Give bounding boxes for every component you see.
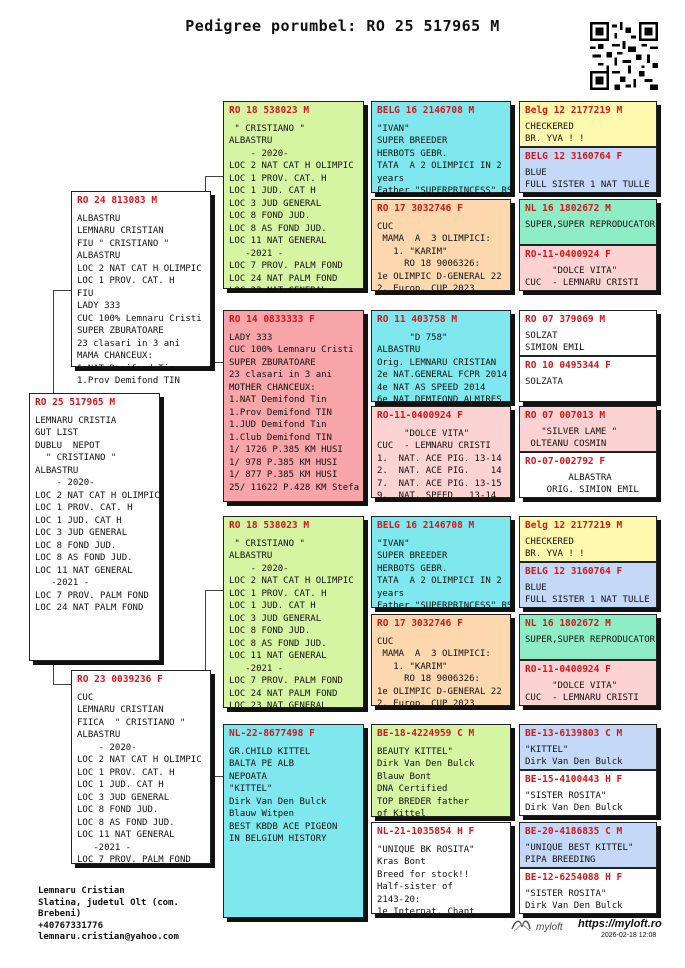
ring-number: NL 16 1802672 M [525,203,611,214]
ring-number: RO 10 0495344 F [525,360,611,371]
pigeon-card[interactable] [71,191,211,386]
pigeon-card[interactable] [223,101,364,296]
ring-number: BELG 12 3160764 F [525,566,623,577]
pigeon-description: SOLZAT SIMION EMIL [525,330,585,353]
pigeon-description: "DOLCE VITA" CUC - LEMNARU CRISTI 1. NAT. ACE PIG. 13-14 2. NAT. ACE PIG. 14 7. NAT. ACE PIG. 13-15 9. NAT. SPEED 13-14 [377,428,502,501]
pigeon-description: BLUE FULL SISTER 1 NAT TULLE [525,582,650,605]
pigeon-card[interactable] [371,101,513,196]
ring-number: RO 07 007013 M [525,410,606,421]
pigeon-card[interactable] [371,406,511,501]
ring-number: BELG 16 2146708 M [377,105,475,116]
pigeon-description: "DOLCE VITA" CUC - LEMNARU CRISTI [525,265,639,288]
ring-number: RO-11-0400924 F [525,664,611,675]
ring-number: BELG 12 3160764 F [525,151,623,162]
pigeon-card[interactable] [519,724,657,770]
ring-number: RO 23 0039236 F [77,674,163,685]
ring-number: BE-18-4224959 C M [377,728,475,739]
pigeon-card[interactable] [519,406,657,452]
ring-number: BELG 16 2146708 M [377,520,475,531]
ring-number: Belg 12 2177219 M [525,105,623,116]
pigeon-description: CUC MAMA A 3 OLIMPICI: 1. "KARIM" RO 18 9006326: 1e OLIMPIC D-GENERAL 22 2. Europ. CUP 2023 [377,636,502,709]
pigeon-description: SOLZATA [525,376,563,387]
myloft-logo-icon [510,915,570,935]
pigeon-card[interactable] [371,310,511,405]
breeder-contact: Lemnaru Cristian Slatina, judetul Olt (com. Brebeni) +40767331776 lemnaru.cristian@yahoo.com [38,886,179,942]
ring-number: BE-13-6139803 C M [525,728,623,739]
pigeon-description: "SISTER ROSITA" Dirk Van Den Bulck [525,888,623,911]
pigeon-description: GR.CHILD KITTEL BALTA PE ALB NEPOATA "KITTEL" Dirk Van Den Bulck Blauw Witpen BEST KBDB ACE PIGEON IN BELGIUM HISTORY [229,746,338,844]
pigeon-description: LADY 333 CUC 100% Lemnaru Cristi SUPER ZBURATOARE 23 clasari in 3 ani MOTHER CHANCEUX: 1.NAT Demifond Tin 1.Prov Demifond TIN 1.JUD Demifond Tin 1.Club Demifond TIN 1/ 1726 P.385 KM HUSI 1/ 978 P.385 KM HUSI 1/ 877 P.385 KM HUSI 25/ 11622 P.428 KM Stefa [229,332,360,493]
pigeon-description: ALBASTRU LEMNARU CRISTIAN FIU " CRISTIANO " ALBASTRU LOC 2 NAT CAT H OLIMPIC LOC 1 PROV. CAT. H FIU LADY 333 CUC 100% Lemnaru Cristi SUPER ZBURATOARE 23 clasari in 3 ani MAMA CHANCEUX: 1.NAT Demifond Tin 1.Prov Demifond TIN [77,213,202,386]
pigeon-description: BEAUTY KITTEL" Dirk Van Den Bulck Blauw Bont DNA Certified TOP BREDER father of Kittel [377,746,475,819]
pigeon-card[interactable] [223,310,364,502]
print-date: 2026-02-18 12:08 [601,932,657,939]
pigeon-description: LEMNARU CRISTIA GUT LIST DUBLU NEPOT " CRISTIANO " ALBASTRU - 2020- LOC 2 NAT CAT H OLIMPIC LOC 1 PROV. CAT. H LOC 1 JUD. CAT H LOC 3 JUD GENERAL LOC 8 FOND JUD. LOC 8 AS FOND JUD. LOC 11 NAT GENERAL -2021 - LOC 7 PROV. PALM FOND LOC 24 NAT PALM FOND [35,415,160,613]
ring-number: RO 18 538023 M [229,105,310,116]
ring-number: BE-20-4186835 C M [525,826,623,837]
ring-number: RO-11-0400924 F [525,249,611,260]
pigeon-description: "SILVER LAME " OLTEANU COSMIN [530,426,618,449]
pigeon-card[interactable] [223,516,364,711]
svg-text:myloft: myloft [536,922,563,933]
pigeon-card[interactable] [371,822,511,917]
pigeon-card[interactable] [519,516,657,562]
pigeon-card[interactable] [519,310,657,356]
pigeon-description: " CRISTIANO " ALBASTRU - 2020- LOC 2 NAT CAT H OLIMPIC LOC 1 PROV. CAT. H LOC 1 JUD. CAT H LOC 3 JUD GENERAL LOC 8 FOND JUD. LOC 8 AS FOND JUD. LOC 11 NAT GENERAL -2021 - LOC 7 PROV. PALM FOND LOC 24 NAT PALM FOND LOC 23 NAT GENERAL [229,123,354,296]
qr-code-icon [590,22,658,90]
pigeon-description: "SISTER ROSITA" Dirk Van Den Bulck [525,790,623,813]
pigeon-description: SUPER,SUPER REPRODUCATOR [525,219,656,230]
pigeon-description: SUPER,SUPER REPRODUCATOR [525,634,656,645]
ring-number: BE-12-6254088 H F [525,872,623,883]
pigeon-card[interactable] [519,562,657,608]
site-url[interactable]: https://myloft.ro [578,918,662,930]
pigeon-description: CHECKERED BR. YVA ! ! [525,536,585,559]
pigeon-card[interactable] [519,356,657,402]
pigeon-card[interactable] [519,868,657,914]
pigeon-description: CUC MAMA A 3 OLIMPICI: 1. "KARIM" RO 18 9006326: 1e OLIMPIC D-GENERAL 22 2. Europ. CUP 2023 [377,221,502,294]
pigeon-description: CUC LEMNARU CRISTIAN FIICA " CRISTIANO " ALBASTRU - 2020- LOC 2 NAT CAT H OLIMPIC LOC 1 PROV. CAT. H LOC 1 JUD. CAT H LOC 3 JUD GENERAL LOC 8 FOND JUD. LOC 8 AS FOND JUD. LOC 11 NAT GENERAL -2021 - LOC 7 PROV. PALM FOND [77,692,202,865]
pigeon-description: "D 758" ALBASTRU Orig. LEMNARU CRISTIAN 2e NAT.GENERAL FCPR 2014 4e NAT AS SPEED 2014 6e NAT DEMIFOND ALMIRES [377,332,508,405]
ring-number: RO 25 517965 M [35,397,116,408]
connector-line [53,290,71,395]
pigeon-description: "IVAN" SUPER BREEDER HERBOTS GEBR. TATA A 2 OLIMPICI IN 2 years Father "SUPERPRINCESS" RS [377,538,513,611]
pigeon-card[interactable] [29,393,160,661]
ring-number: RO-07-002792 F [525,456,606,467]
pigeon-card[interactable] [519,614,657,660]
page-title: Pedigree porumbel: RO 25 517965 M [185,17,500,35]
pigeon-description: "UNIQUE BK ROSITA" Kras Bont Breed for stock!! Half-sister of 2143-20: 1e Internat. Chant [377,844,475,917]
pigeon-card[interactable] [519,245,657,291]
ring-number: RO 17 3032746 F [377,618,463,629]
connector-line [53,664,71,685]
ring-number: RO 17 3032746 F [377,203,463,214]
ring-number: RO 18 538023 M [229,520,310,531]
pigeon-description: CHECKERED BR. YVA ! ! [525,121,585,144]
pigeon-description: "UNIQUE BEST KITTEL" PIPA BREEDING [525,842,634,865]
pigeon-description: ALBASTRA ORIG. SIMION EMIL [546,472,639,495]
pigeon-card[interactable] [371,614,511,709]
pigeon-card[interactable] [519,147,657,193]
pigeon-description: "IVAN" SUPER BREEDER HERBOTS GEBR. TATA A 2 OLIMPICI IN 2 years Father "SUPERPRINCESS" RS [377,123,513,196]
pigeon-description: " CRISTIANO " ALBASTRU - 2020- LOC 2 NAT CAT H OLIMPIC LOC 1 PROV. CAT. H LOC 1 JUD. CAT H LOC 3 JUD GENERAL LOC 8 FOND JUD. LOC 8 AS FOND JUD. LOC 11 NAT GENERAL -2021 - LOC 7 PROV. PALM FOND LOC 24 NAT PALM FOND LOC 23 NAT GENERAL [229,538,354,711]
pigeon-description: "KITTEL" Dirk Van Den Bulck [525,744,623,767]
pigeon-card[interactable] [223,724,364,918]
ring-number: NL-22-8677498 F [229,728,315,739]
ring-number: BE-15-4100443 H F [525,774,623,785]
ring-number: RO 24 813083 M [77,195,158,206]
pigeon-card[interactable] [71,670,211,864]
pigeon-card[interactable] [371,199,511,294]
pigeon-card[interactable] [519,199,657,245]
pigeon-description: BLUE FULL SISTER 1 NAT TULLE [525,167,650,190]
ring-number: RO 14 0833333 F [229,314,315,325]
pigeon-card[interactable] [519,770,657,816]
pigeon-description: "DOLCE VITA" CUC - LEMNARU CRISTI [525,680,639,703]
pigeon-card[interactable] [371,724,511,817]
ring-number: RO 11 403758 M [377,314,458,325]
pigeon-card[interactable] [519,452,657,498]
pigeon-card[interactable] [519,660,657,706]
ring-number: Belg 12 2177219 M [525,520,623,531]
ring-number: NL-21-1035854 H F [377,826,475,837]
pigeon-card[interactable] [371,516,513,611]
pigeon-card[interactable] [519,822,657,868]
ring-number: RO-11-0400924 F [377,410,463,421]
ring-number: RO 07 379069 M [525,314,606,325]
pigeon-card[interactable] [519,101,657,147]
ring-number: NL 16 1802672 M [525,618,611,629]
